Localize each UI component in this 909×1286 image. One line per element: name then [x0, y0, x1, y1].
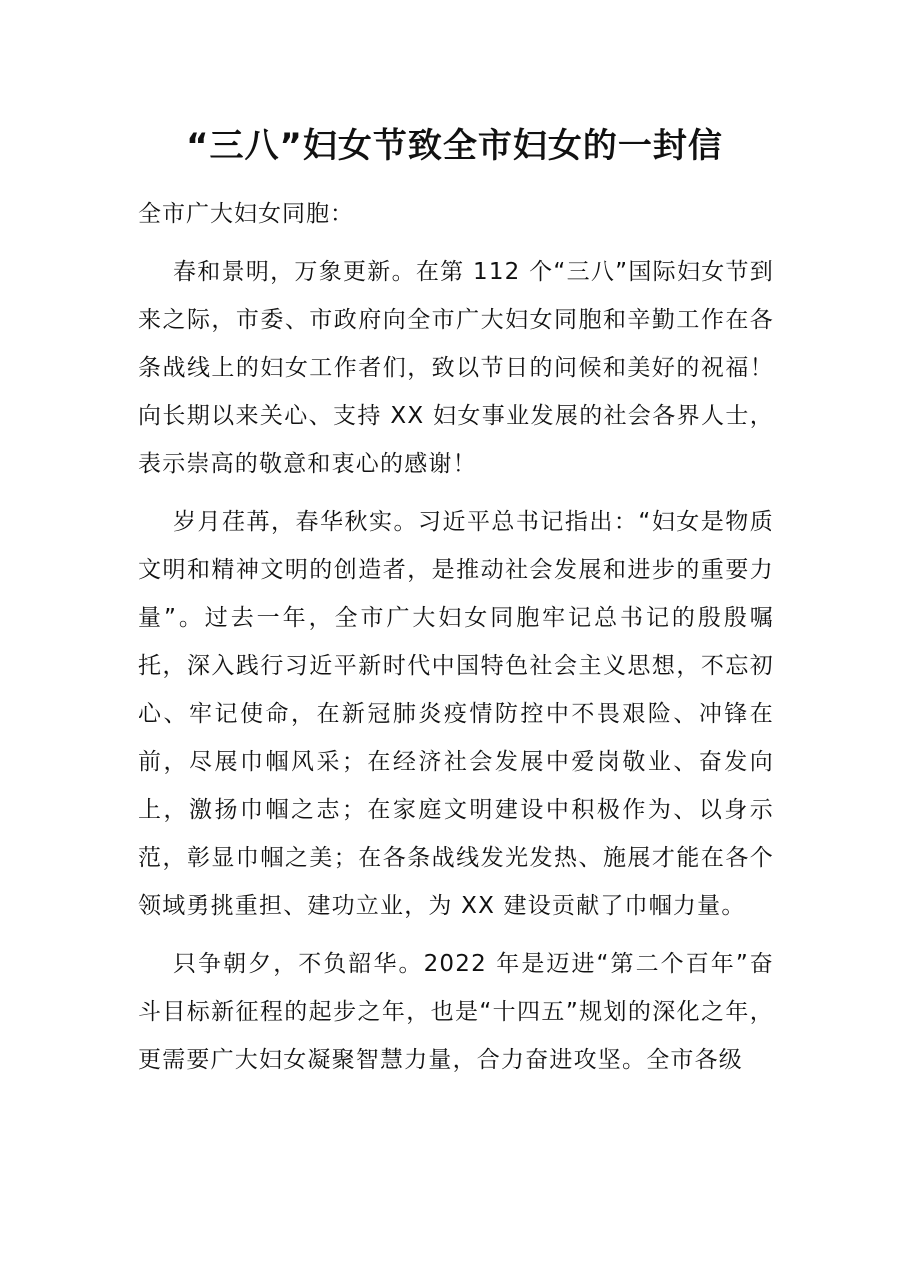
- salutation: 全市广大妇女同胞：: [138, 201, 354, 227]
- paragraph-2: 岁月荏苒，春华秋实。习近平总书记指出：“妇女是物质文明和精神文明的创造者，是推动社会发展和进步的重要力量”。过去一年，全市广大妇女同胞牢记总书记的殷殷嘱托，深入践行习近平新时代中国特色社会主义思想，不忘初心、牢记使命，在新冠肺炎疫情防控中不畏艰险、冲锋在前，尽展巾帼风采；在经济社会发展中爱岗敬业、奋发向上，激扬巾帼之志；在家庭文明建设中积极作为、以身示范，彰显巾帼之美；在各条战线发光发热、施展才能在各个领域勇挑重担、建功立业，为 XX 建设贡献了巾帼力量。: [138, 509, 774, 919]
- paragraph-3: 只争朝夕，不负韶华。2022 年是迈进“第二个百年”奋斗目标新征程的起步之年，也是“十四五”规划的深化之年，更需要广大妇女凝聚智慧力量，合力奋进攻坚。全市各级: [138, 951, 774, 1073]
- paragraph-1: 春和景明，万象更新。在第 112 个“三八”国际妇女节到来之际，市委、市政府向全市广大妇女同胞和辛勤工作在各条战线上的妇女工作者们，致以节日的问候和美好的祝福！向长期以来关心、支持 XX 妇女事业发展的社会各界人士，表示崇高的敬意和衷心的感谢！: [138, 259, 774, 477]
- document-title: “三八”妇女节致全市妇女的一封信: [186, 126, 723, 166]
- letter-body: [138, 190, 774, 1094]
